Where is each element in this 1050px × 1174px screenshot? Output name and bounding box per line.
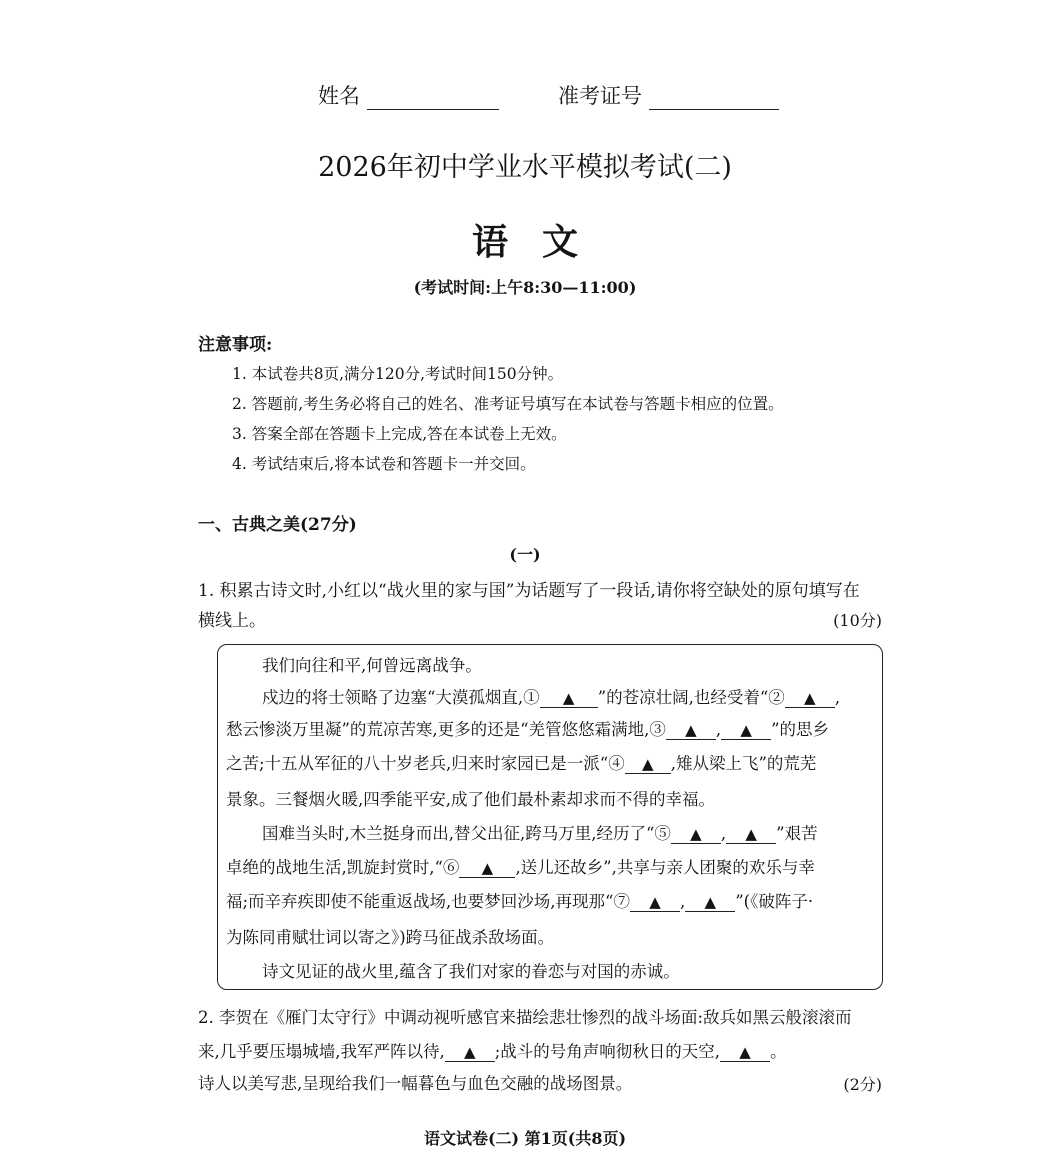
triangle-marker-icon: ▲ xyxy=(685,721,697,739)
notice-item: 2. 答题前,考生务必将自己的姓名、准考证号填写在本试卷与答题卡相应的位置。 xyxy=(232,395,784,413)
question-2-text-end: 诗人以美写悲,呈现给我们一幅暮色与血色交融的战场图景。 xyxy=(198,1074,633,1093)
answer-blank-1 xyxy=(540,690,598,708)
passage-line: 国难当头时,木兰挺身而出,替父出征,跨马万里,经历了“⑤ ▲ , ▲ ”艰苦 xyxy=(262,824,818,843)
notice-item: 1. 本试卷共8页,满分120分,考试时间150分钟。 xyxy=(232,365,564,383)
triangle-marker-icon: ▲ xyxy=(704,893,716,911)
triangle-marker-icon: ▲ xyxy=(562,689,575,707)
section-title: 一、古典之美(27分) xyxy=(198,515,357,535)
passage-line: 诗文见证的战火里,蕴含了我们对家的眷恋与对国的赤诚。 xyxy=(262,962,680,981)
passage-line: 为陈同甫赋壮词以寄之》)跨马征战杀敌场面。 xyxy=(226,928,555,947)
name-blank-line xyxy=(367,87,499,110)
triangle-marker-icon: ▲ xyxy=(804,689,816,707)
subject-title: 语文 xyxy=(471,221,612,263)
page-footer: 语文试卷(二) 第1页(共8页) xyxy=(423,1129,627,1148)
notice-item: 3. 答案全部在答题卡上完成,答在本试卷上无效。 xyxy=(232,425,567,443)
answer-blank-7b xyxy=(685,894,735,912)
notice-item: 4. 考试结束后,将本试卷和答题卡一并交回。 xyxy=(232,455,536,473)
answer-blank-3b xyxy=(721,722,771,740)
triangle-marker-icon: ▲ xyxy=(745,825,757,843)
passage-line: 戍边的将士领略了边塞“大漠孤烟直,① ▲ ”的苍凉壮阔,也经受着“② ▲ , xyxy=(262,688,841,707)
passage-line: 景象。三餐烟火暖,四季能平安,成了他们最朴素却求而不得的幸福。 xyxy=(226,790,715,809)
exam-id-field-label: 准考证号 xyxy=(558,80,779,110)
answer-blank-2 xyxy=(785,690,835,708)
passage-line: 之苦;十五从军征的八十岁老兵,归来时家园已是一派“④ ▲ ,雉从梁上飞”的荒芜 xyxy=(226,754,817,773)
exam-time: (考试时间:上午8:30—11:00) xyxy=(413,278,637,297)
answer-blank-5b xyxy=(726,826,776,844)
question-2-text: 2. 李贺在《雁门太守行》中调动视听感官来描绘悲壮惨烈的战斗场面:敌兵如黑云般滚滚而 xyxy=(198,1008,852,1027)
passage-line: 卓绝的战地生活,凯旋封赏时,“⑥ ▲ ,送儿还故乡”,共享与亲人团聚的欢乐与幸 xyxy=(226,858,815,877)
question-1-text-cont: 横线上。 xyxy=(198,611,266,631)
triangle-marker-icon: ▲ xyxy=(649,893,661,911)
question-2-score: (2分) xyxy=(843,1075,882,1094)
answer-blank-6 xyxy=(459,860,515,878)
triangle-marker-icon: ▲ xyxy=(463,1043,476,1061)
passage-line: 愁云惨淡万里凝”的荒凉苦寒,更多的还是“羌管悠悠霜满地,③ ▲ , ▲ ”的思乡 xyxy=(226,720,830,739)
passage-line: 我们向往和平,何曾远离战争。 xyxy=(262,656,482,675)
answer-blank-4 xyxy=(625,756,671,774)
part-title: (一) xyxy=(509,545,541,564)
question-2-text-cont: 来,几乎要压塌城墙,我军严阵以待, ▲ ;战斗的号角声响彻秋日的天空, ▲ 。 xyxy=(198,1042,787,1061)
triangle-marker-icon: ▲ xyxy=(740,721,752,739)
triangle-marker-icon: ▲ xyxy=(739,1043,751,1061)
question-1-text: 1. 积累古诗文时,小红以“战火里的家与国”为话题写了一段话,请你将空缺处的原句填写在 xyxy=(198,581,860,601)
answer-blank-q2a xyxy=(445,1044,495,1062)
triangle-marker-icon: ▲ xyxy=(690,825,702,843)
passage-line: 福;而辛弃疾即使不能重返战场,也要梦回沙场,再现那“⑦ ▲ , ▲ ”(《破阵子· xyxy=(226,892,814,911)
question-1-score: (10分) xyxy=(833,611,882,630)
exam-id-blank-line xyxy=(649,87,779,110)
name-field-label: 姓名 xyxy=(318,80,499,110)
answer-blank-5a xyxy=(671,826,721,844)
answer-blank-q2b xyxy=(720,1044,770,1062)
exam-title: 2026年初中学业水平模拟考试(二) xyxy=(318,152,732,183)
triangle-marker-icon: ▲ xyxy=(641,755,654,773)
answer-blank-7a xyxy=(630,894,680,912)
notice-title: 注意事项: xyxy=(198,335,273,355)
triangle-marker-icon: ▲ xyxy=(481,859,494,877)
answer-blank-3a xyxy=(666,722,716,740)
